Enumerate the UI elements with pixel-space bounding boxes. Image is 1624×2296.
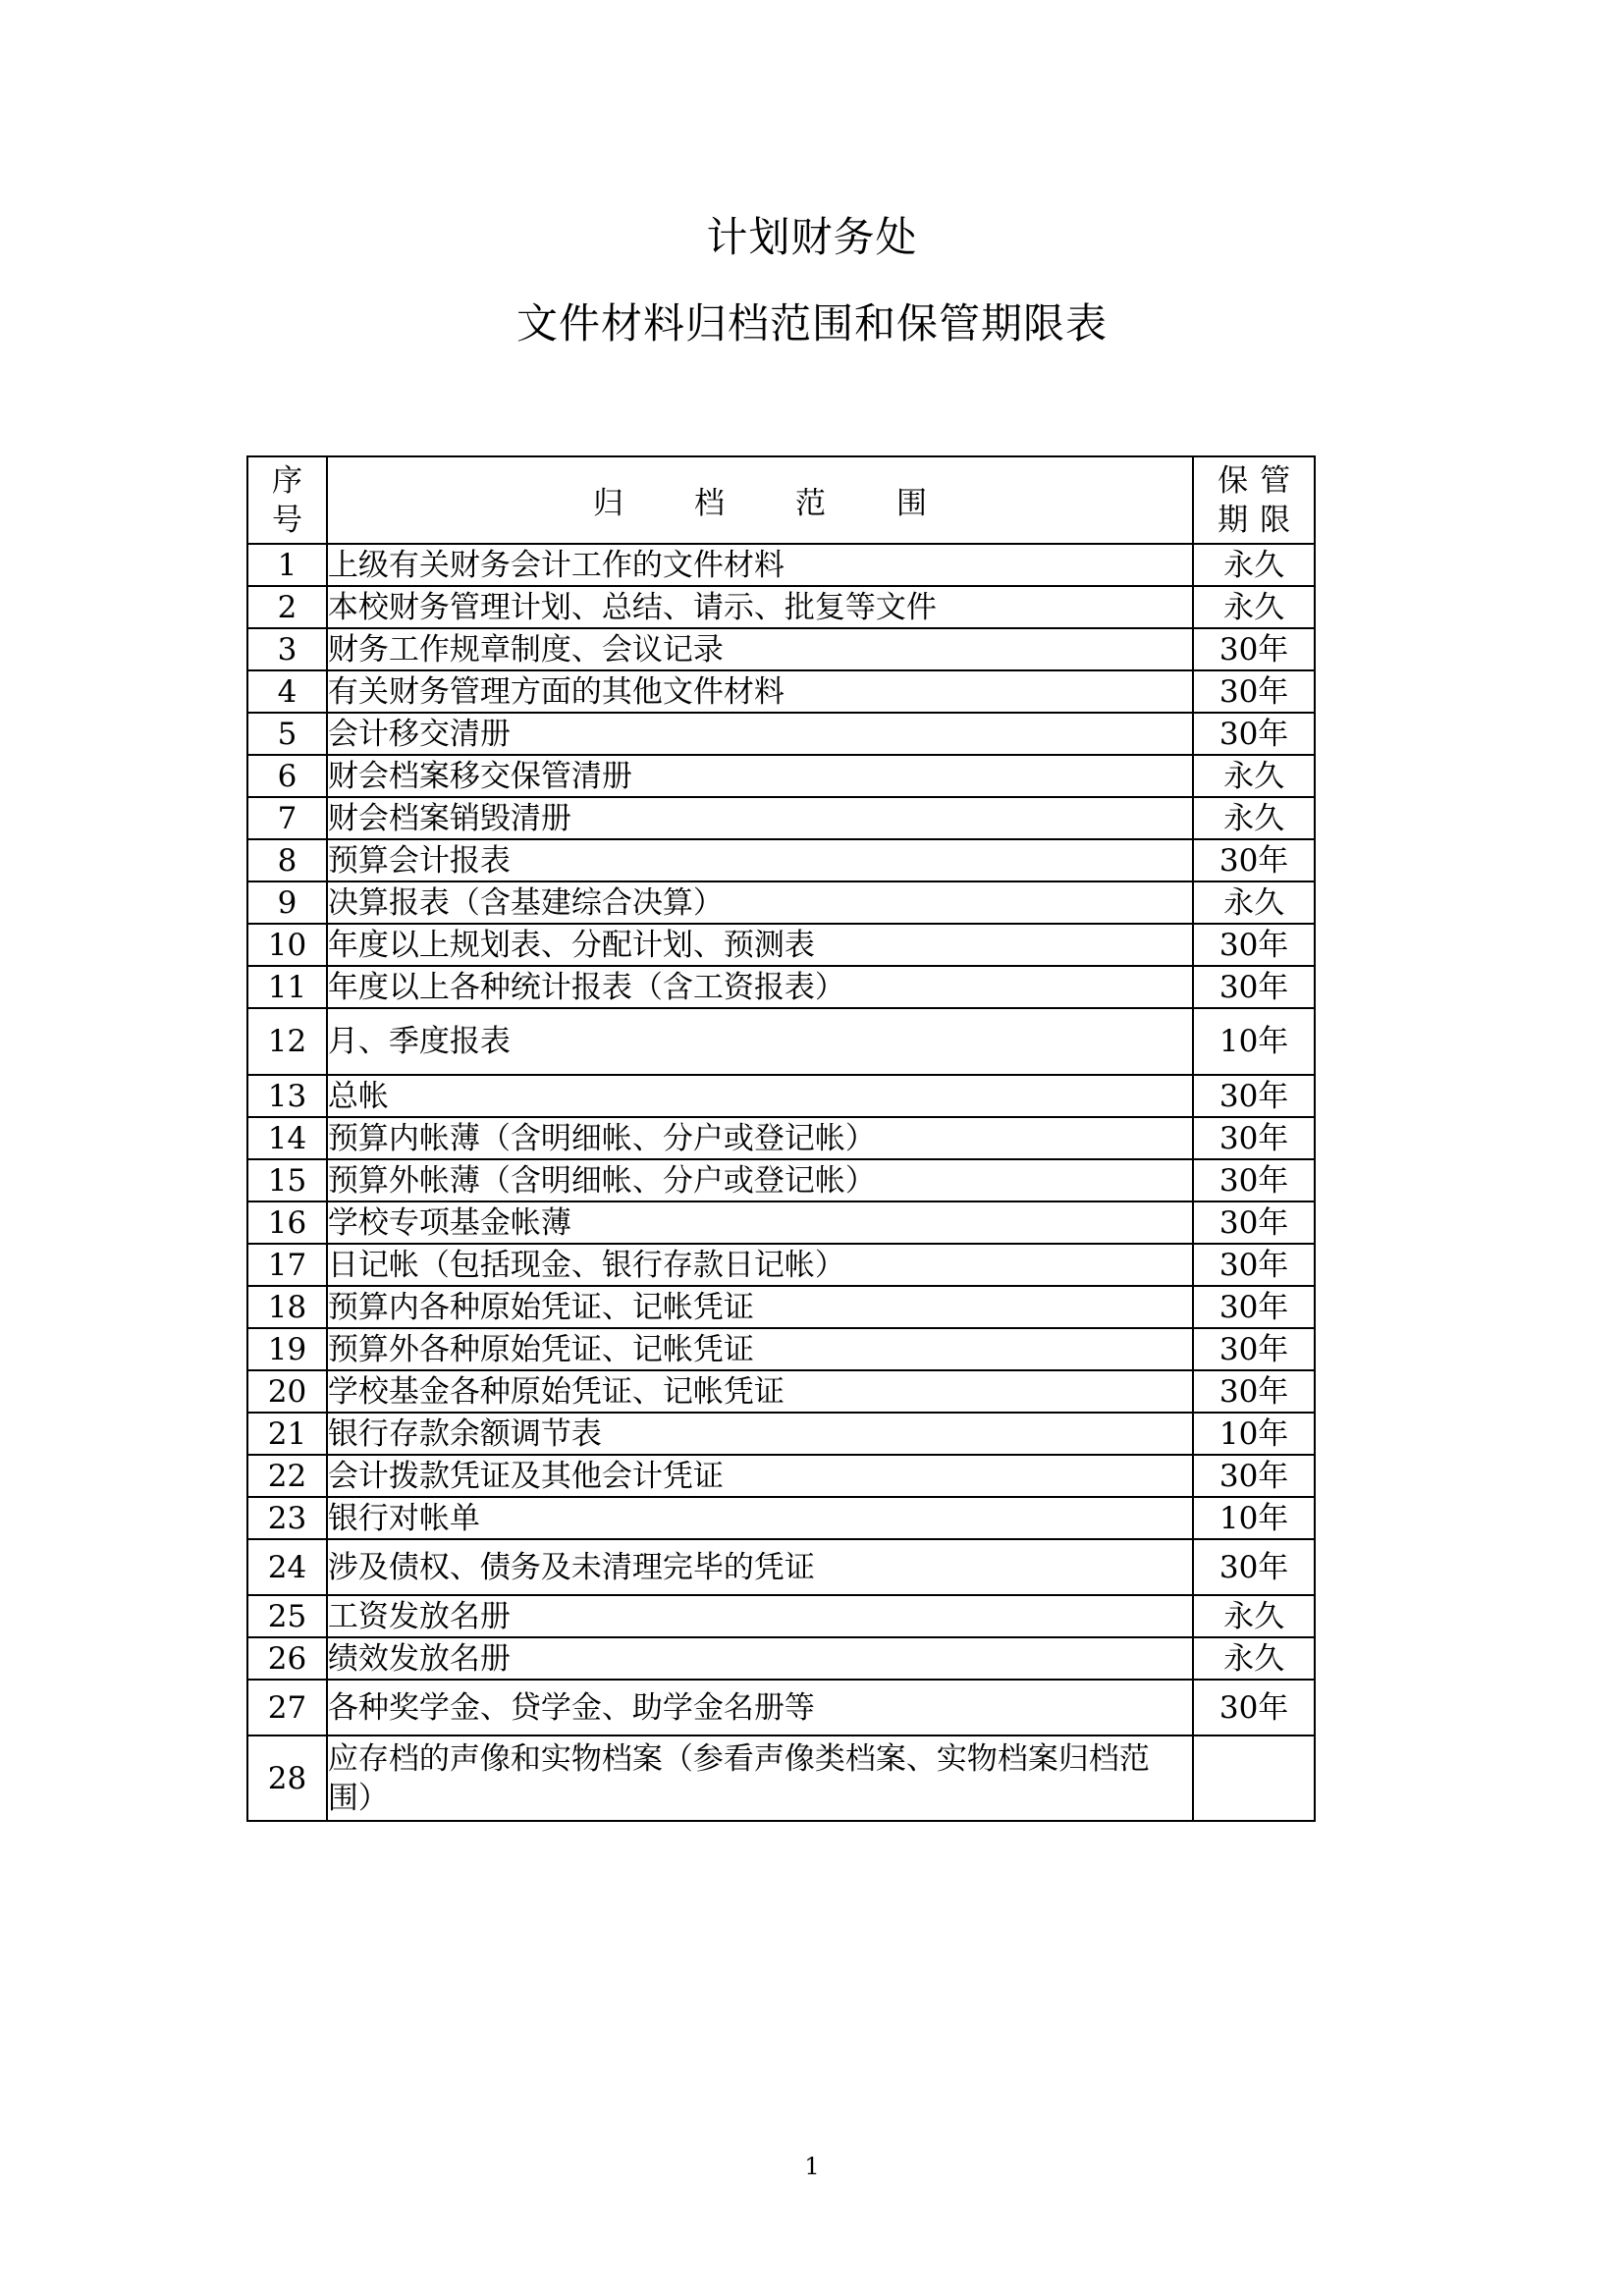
table-row bbox=[247, 1455, 1315, 1497]
row-serial-number: 5 bbox=[247, 713, 327, 755]
row-retention-period: 30年 bbox=[1193, 713, 1315, 755]
row-retention-period: 30年 bbox=[1193, 1075, 1315, 1117]
row-archive-scope: 财务工作规章制度、会议记录 bbox=[327, 628, 1193, 670]
header-scope-char: 围 bbox=[896, 486, 928, 521]
row-retention-period: 30年 bbox=[1193, 1244, 1315, 1286]
table-row bbox=[247, 1637, 1315, 1680]
row-serial-number: 12 bbox=[247, 1008, 327, 1075]
row-retention-period: 10年 bbox=[1193, 1008, 1315, 1075]
table-row bbox=[247, 755, 1315, 797]
row-retention-period: 永久 bbox=[1193, 881, 1315, 924]
header-period-line bbox=[1194, 461, 1314, 501]
row-serial-number: 4 bbox=[247, 670, 327, 713]
table-row bbox=[247, 1680, 1315, 1735]
row-retention-period: 30年 bbox=[1193, 1539, 1315, 1595]
table-body bbox=[247, 544, 1315, 1821]
row-retention-period: 永久 bbox=[1193, 797, 1315, 839]
row-retention-period: 永久 bbox=[1193, 1595, 1315, 1637]
table-row bbox=[247, 924, 1315, 966]
row-serial-number: 22 bbox=[247, 1455, 327, 1497]
row-serial-number: 11 bbox=[247, 966, 327, 1008]
row-serial-number: 26 bbox=[247, 1637, 327, 1680]
table-header-row bbox=[247, 456, 1315, 544]
row-serial-number: 9 bbox=[247, 881, 327, 924]
row-retention-period: 10年 bbox=[1193, 1413, 1315, 1455]
row-retention-period: 10年 bbox=[1193, 1497, 1315, 1539]
row-retention-period: 30年 bbox=[1193, 670, 1315, 713]
row-serial-number: 15 bbox=[247, 1159, 327, 1201]
header-scope-char: 归 bbox=[593, 486, 624, 521]
row-archive-scope: 预算内帐薄（含明细帐、分户或登记帐） bbox=[327, 1117, 1193, 1159]
header-retention-period bbox=[1193, 456, 1315, 544]
row-archive-scope: 预算外帐薄（含明细帐、分户或登记帐） bbox=[327, 1159, 1193, 1201]
row-retention-period: 30年 bbox=[1193, 966, 1315, 1008]
row-retention-period: 30年 bbox=[1193, 1680, 1315, 1735]
row-archive-scope: 工资发放名册 bbox=[327, 1595, 1193, 1637]
table-row bbox=[247, 628, 1315, 670]
row-archive-scope: 各种奖学金、贷学金、助学金名册等 bbox=[327, 1680, 1193, 1735]
table-row bbox=[247, 1117, 1315, 1159]
table-row bbox=[247, 1286, 1315, 1328]
row-retention-period: 永久 bbox=[1193, 755, 1315, 797]
table-row bbox=[247, 966, 1315, 1008]
table-row bbox=[247, 1370, 1315, 1413]
header-scope-char: 范 bbox=[795, 486, 827, 521]
header-period-line bbox=[1194, 501, 1314, 540]
row-retention-period: 30年 bbox=[1193, 1328, 1315, 1370]
row-archive-scope: 应存档的声像和实物档案（参看声像类档案、实物档案归档范围） bbox=[327, 1735, 1193, 1821]
row-serial-number: 21 bbox=[247, 1413, 327, 1455]
row-archive-scope: 财会档案销毁清册 bbox=[327, 797, 1193, 839]
row-archive-scope: 银行存款余额调节表 bbox=[327, 1413, 1193, 1455]
row-serial-number: 3 bbox=[247, 628, 327, 670]
header-serial-number bbox=[247, 456, 327, 544]
header-period-char: 保 bbox=[1218, 462, 1249, 499]
row-archive-scope: 银行对帐单 bbox=[327, 1497, 1193, 1539]
row-serial-number: 14 bbox=[247, 1117, 327, 1159]
table-row bbox=[247, 1539, 1315, 1595]
row-archive-scope: 年度以上规划表、分配计划、预测表 bbox=[327, 924, 1193, 966]
row-serial-number: 10 bbox=[247, 924, 327, 966]
row-archive-scope: 上级有关财务会计工作的文件材料 bbox=[327, 544, 1193, 586]
table-row bbox=[247, 713, 1315, 755]
row-serial-number: 16 bbox=[247, 1201, 327, 1244]
table-row bbox=[247, 839, 1315, 881]
row-retention-period bbox=[1193, 1735, 1315, 1821]
table-row bbox=[247, 1244, 1315, 1286]
document-title-department: 计划财务处 bbox=[706, 213, 918, 261]
document-title-main: 文件材料归档范围和保管期限表 bbox=[515, 299, 1108, 347]
table-row bbox=[247, 1008, 1315, 1075]
row-archive-scope: 学校基金各种原始凭证、记帐凭证 bbox=[327, 1370, 1193, 1413]
row-retention-period: 30年 bbox=[1193, 1159, 1315, 1201]
archive-retention-table bbox=[246, 455, 1316, 1822]
row-serial-number: 28 bbox=[247, 1735, 327, 1821]
row-archive-scope: 总帐 bbox=[327, 1075, 1193, 1117]
row-serial-number: 13 bbox=[247, 1075, 327, 1117]
row-retention-period: 30年 bbox=[1193, 839, 1315, 881]
row-serial-number: 7 bbox=[247, 797, 327, 839]
row-serial-number: 25 bbox=[247, 1595, 327, 1637]
table-row bbox=[247, 1413, 1315, 1455]
table-row bbox=[247, 1328, 1315, 1370]
table-row bbox=[247, 1075, 1315, 1117]
header-period-char: 限 bbox=[1260, 502, 1291, 538]
table-row bbox=[247, 797, 1315, 839]
row-archive-scope: 年度以上各种统计报表（含工资报表） bbox=[327, 966, 1193, 1008]
header-period-char: 期 bbox=[1218, 502, 1249, 538]
row-archive-scope: 日记帐（包括现金、银行存款日记帐） bbox=[327, 1244, 1193, 1286]
header-period-char: 管 bbox=[1260, 462, 1291, 499]
row-archive-scope: 决算报表（含基建综合决算） bbox=[327, 881, 1193, 924]
table-row bbox=[247, 1497, 1315, 1539]
row-retention-period: 30年 bbox=[1193, 1201, 1315, 1244]
row-serial-number: 23 bbox=[247, 1497, 327, 1539]
header-archive-scope bbox=[327, 456, 1193, 544]
page-number: 1 bbox=[804, 2153, 820, 2180]
row-retention-period: 30年 bbox=[1193, 628, 1315, 670]
row-retention-period: 30年 bbox=[1193, 1286, 1315, 1328]
header-scope-char: 档 bbox=[694, 486, 726, 521]
table-row bbox=[247, 670, 1315, 713]
table-row bbox=[247, 544, 1315, 586]
row-retention-period: 永久 bbox=[1193, 544, 1315, 586]
row-archive-scope: 会计拨款凭证及其他会计凭证 bbox=[327, 1455, 1193, 1497]
row-archive-scope: 会计移交清册 bbox=[327, 713, 1193, 755]
row-retention-period: 30年 bbox=[1193, 1117, 1315, 1159]
row-serial-number: 27 bbox=[247, 1680, 327, 1735]
row-serial-number: 6 bbox=[247, 755, 327, 797]
row-retention-period: 30年 bbox=[1193, 924, 1315, 966]
row-retention-period: 永久 bbox=[1193, 586, 1315, 628]
table-row bbox=[247, 1595, 1315, 1637]
row-archive-scope: 学校专项基金帐薄 bbox=[327, 1201, 1193, 1244]
row-serial-number: 19 bbox=[247, 1328, 327, 1370]
row-serial-number: 1 bbox=[247, 544, 327, 586]
row-archive-scope: 绩效发放名册 bbox=[327, 1637, 1193, 1680]
row-archive-scope: 预算内各种原始凭证、记帐凭证 bbox=[327, 1286, 1193, 1328]
row-serial-number: 20 bbox=[247, 1370, 327, 1413]
row-retention-period: 30年 bbox=[1193, 1370, 1315, 1413]
row-archive-scope: 有关财务管理方面的其他文件材料 bbox=[327, 670, 1193, 713]
table-row bbox=[247, 1735, 1315, 1821]
table-row bbox=[247, 1201, 1315, 1244]
table-row bbox=[247, 1159, 1315, 1201]
row-archive-scope: 预算外各种原始凭证、记帐凭证 bbox=[327, 1328, 1193, 1370]
row-archive-scope: 涉及债权、债务及未清理完毕的凭证 bbox=[327, 1539, 1193, 1595]
row-serial-number: 8 bbox=[247, 839, 327, 881]
table-row bbox=[247, 586, 1315, 628]
row-retention-period: 30年 bbox=[1193, 1455, 1315, 1497]
row-archive-scope: 预算会计报表 bbox=[327, 839, 1193, 881]
header-serial-char: 号 bbox=[271, 502, 302, 538]
row-serial-number: 2 bbox=[247, 586, 327, 628]
row-serial-number: 24 bbox=[247, 1539, 327, 1595]
row-serial-number: 18 bbox=[247, 1286, 327, 1328]
row-retention-period: 永久 bbox=[1193, 1637, 1315, 1680]
row-archive-scope: 财会档案移交保管清册 bbox=[327, 755, 1193, 797]
row-serial-number: 17 bbox=[247, 1244, 327, 1286]
table-row bbox=[247, 881, 1315, 924]
row-archive-scope: 本校财务管理计划、总结、请示、批复等文件 bbox=[327, 586, 1193, 628]
header-serial-char: 序 bbox=[271, 462, 302, 499]
row-archive-scope: 月、季度报表 bbox=[327, 1008, 1193, 1075]
